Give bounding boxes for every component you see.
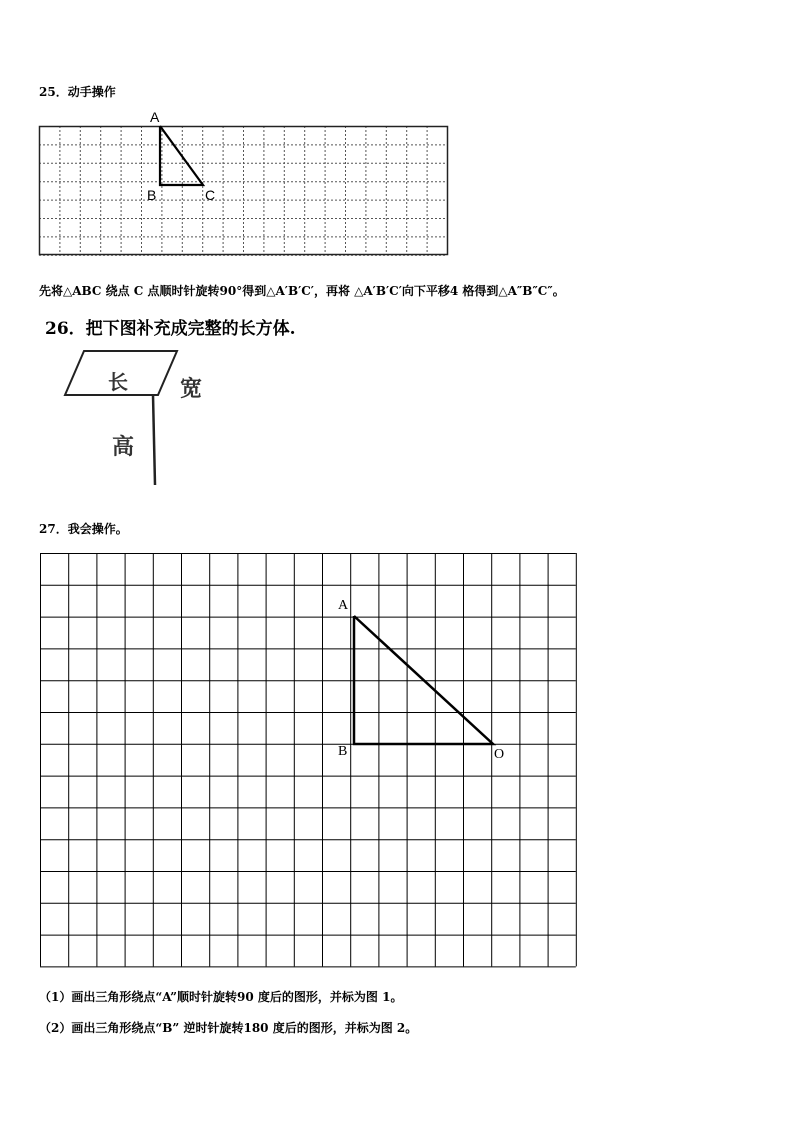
q26-label-height: 高: [112, 434, 135, 460]
q27-triangle: [352, 614, 502, 754]
q26-label-length: 长: [108, 370, 128, 394]
q27-task-2: （2）画出三角形绕点“B” 逆时针旋转180 度后的图形，并标为图 2。: [39, 1021, 418, 1035]
q25-grid: [39, 126, 449, 266]
q25-label-c: C: [205, 187, 216, 203]
q25-triangle: [159, 125, 219, 195]
q27-task-1: （1）画出三角形绕点“A”顺时针旋转90 度后的图形，并标为图 1。: [39, 990, 403, 1004]
q27-label-a: A: [338, 598, 349, 613]
q26-cuboid-sketch: [62, 345, 242, 495]
q27-title: 27．我会操作。: [39, 522, 128, 536]
q25-title: 25．动手操作: [39, 85, 116, 99]
q27-label-o: O: [494, 747, 505, 762]
q26-label-width: 宽: [180, 376, 203, 402]
q27-label-b: B: [338, 744, 348, 759]
q25-label-b: B: [147, 187, 157, 203]
q26-title: 26．把下图补充成完整的长方体.: [45, 319, 296, 339]
q25-instruction: 先将△ABC 绕点 C 点顺时针旋转90°得到△A′B′C′，再将 △A′B′C′向下平移4 格得到△A″B″C″。: [39, 284, 565, 298]
q25-label-a: A: [150, 109, 160, 125]
